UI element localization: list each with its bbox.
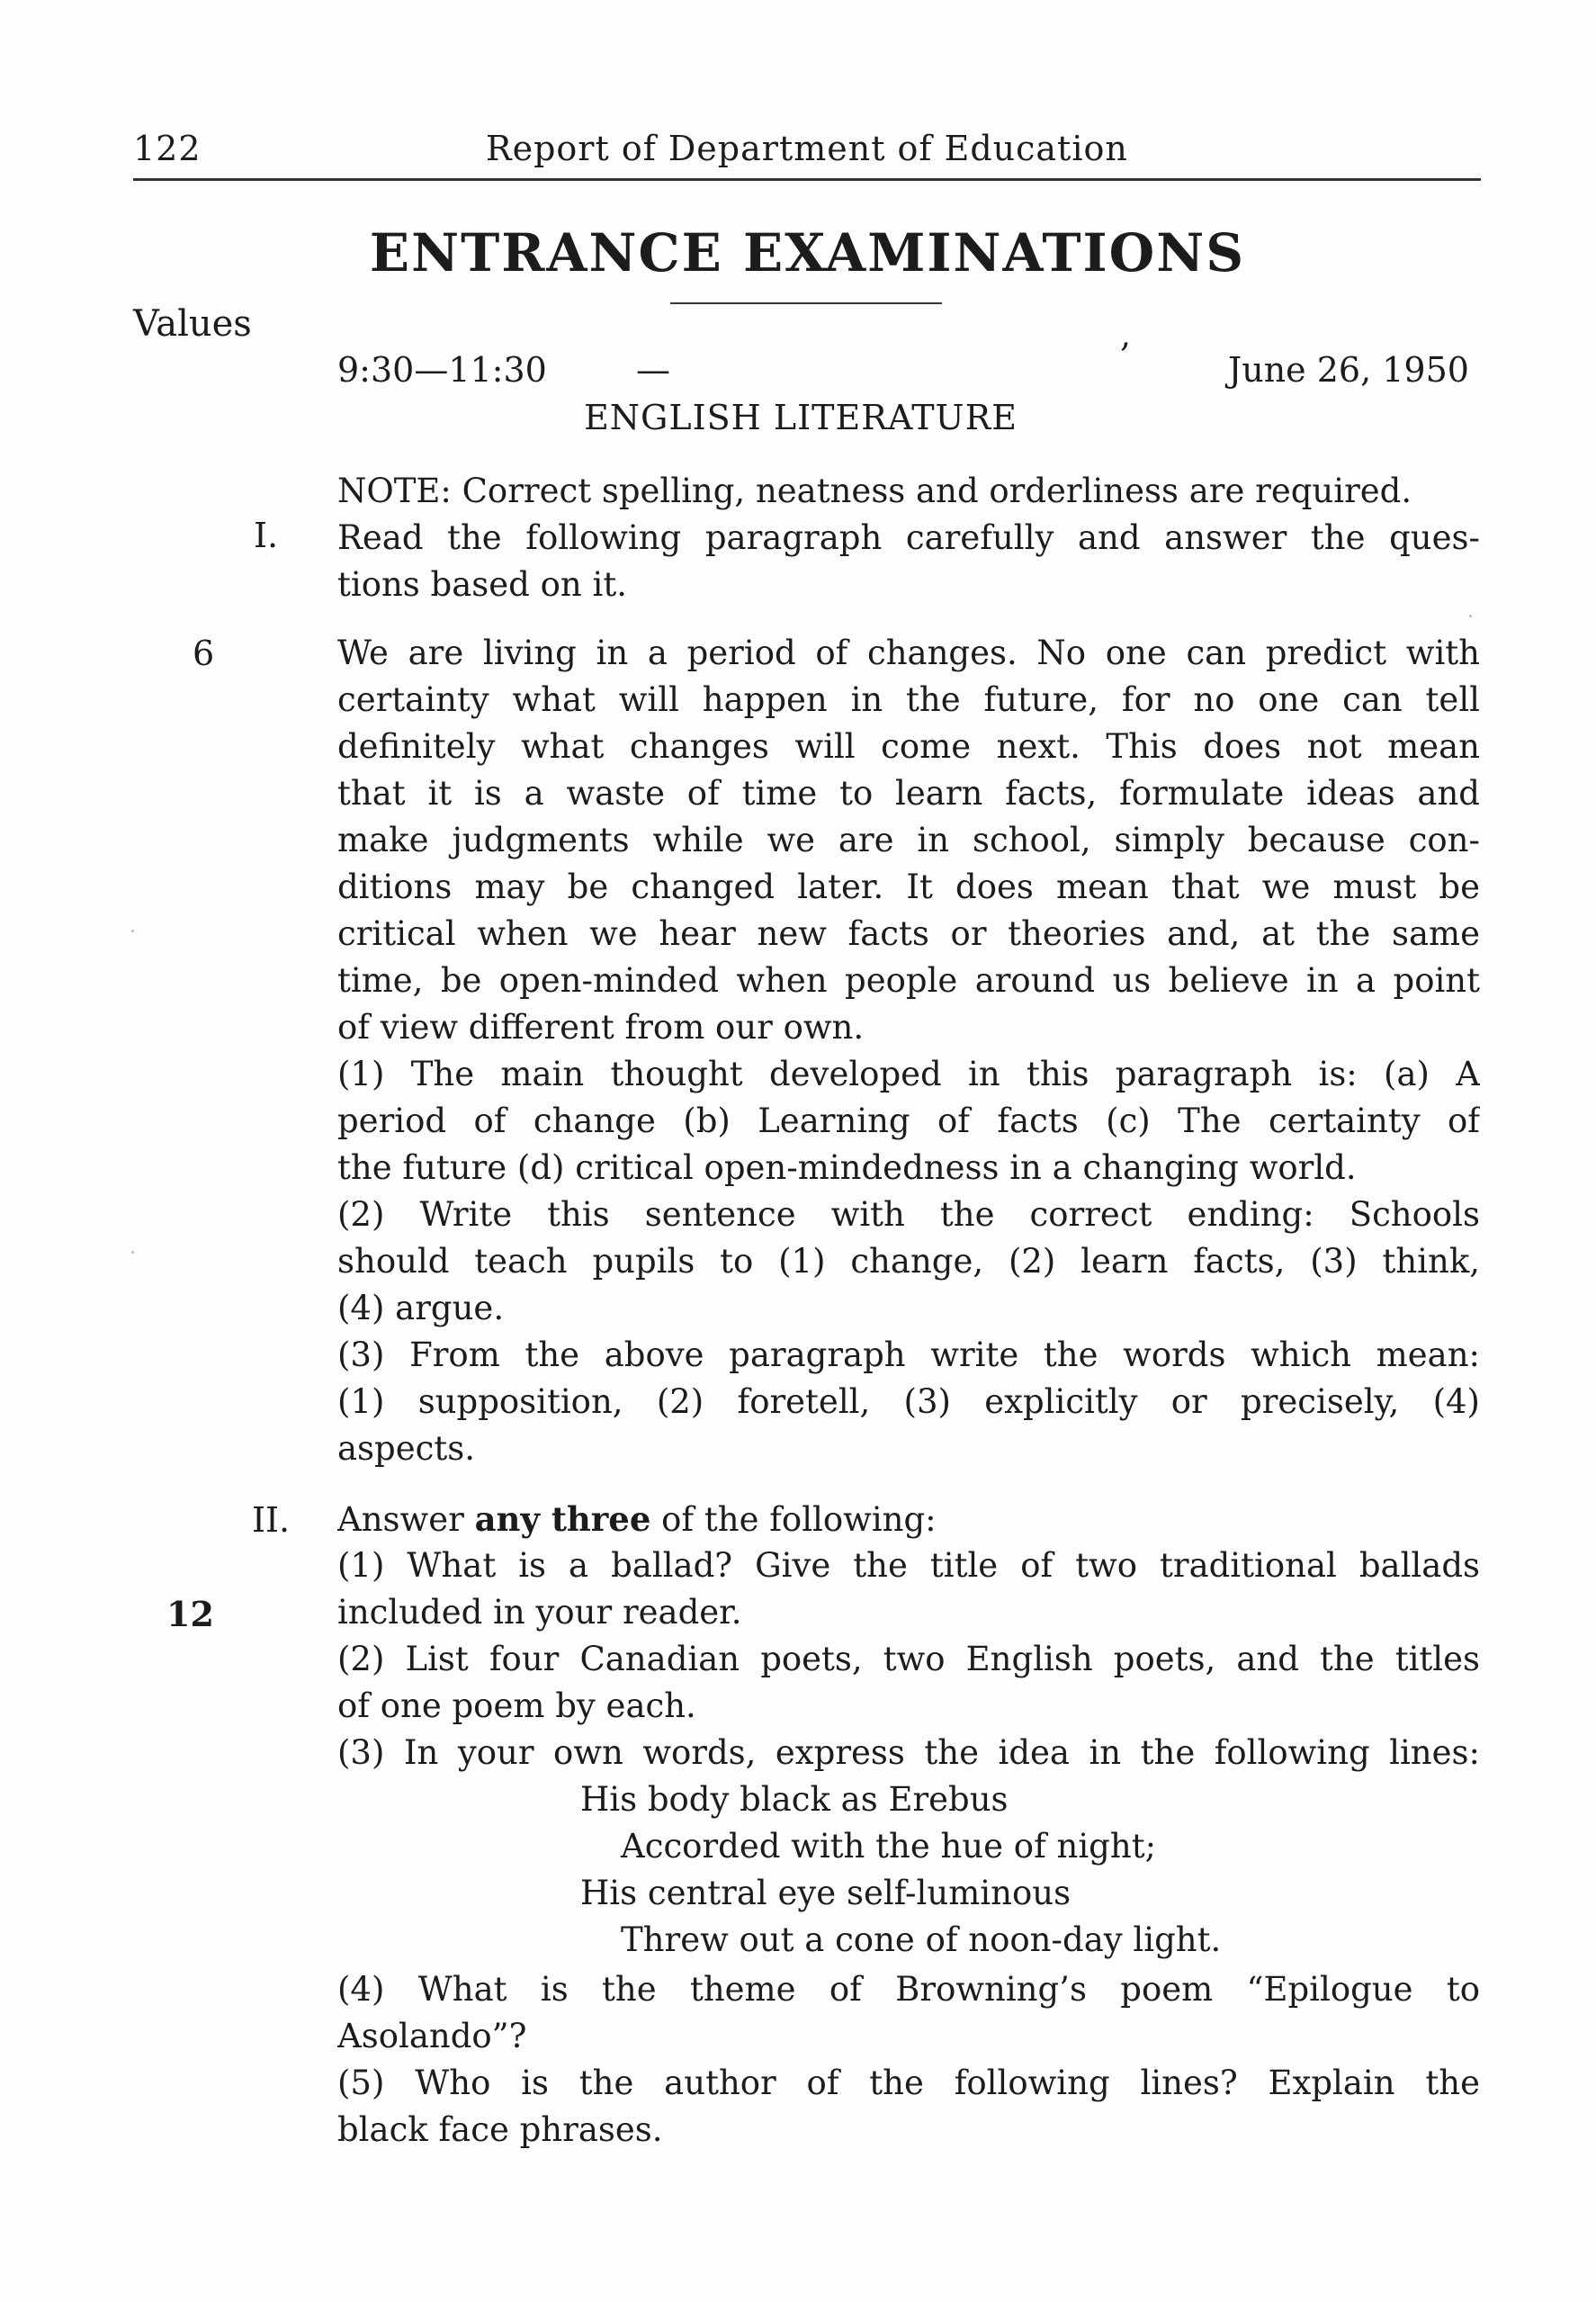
- poem-line: His central eye self-luminous: [580, 1874, 1071, 1912]
- question-line: (1) supposition, (2) foretell, (3) explicitly or precisely, (4): [337, 1382, 1480, 1421]
- question-line: (2) List four Canadian poets, two English poets, and the titles: [337, 1640, 1480, 1678]
- question-line: (3) In your own words, express the idea in the following lines:: [337, 1733, 1480, 1772]
- question-line: aspects.: [337, 1429, 475, 1468]
- section-1-numeral: I.: [254, 516, 279, 555]
- exam-subject: ENGLISH LITERATURE: [584, 398, 1018, 437]
- scan-speck: [1469, 615, 1472, 617]
- reading-paragraph: [337, 630, 1480, 1472]
- question-line: included in your reader.: [337, 1593, 742, 1632]
- section-1-value: 6: [193, 634, 215, 673]
- question-line: (1) The main thought developed in this paragraph is: (a) A: [337, 1055, 1480, 1093]
- question-line: of one poem by each.: [337, 1686, 696, 1725]
- section-1-intro-line: tions based on it.: [337, 565, 627, 604]
- poem-line: His body black as Erebus: [580, 1780, 1009, 1819]
- paragraph-line: make judgments while we are in school, simply because con-: [337, 821, 1480, 859]
- title-rule: [670, 302, 942, 304]
- time-dash: —: [636, 350, 670, 390]
- question-line: Asolando”?: [337, 2017, 527, 2055]
- paragraph-line: definitely what changes will come next. This does not mean: [337, 727, 1480, 766]
- intro-suffix: of the following:: [650, 1500, 937, 1539]
- question-line: (5) Who is the author of the following lines? Explain the: [337, 2064, 1480, 2102]
- scan-speck: [131, 1251, 134, 1254]
- paragraph-line: that it is a waste of time to learn facts, formulate ideas and: [337, 774, 1480, 813]
- paragraph-line: time, be open-minded when people around us believe in a point: [337, 961, 1480, 1000]
- section-1-intro-line: Read the following paragraph carefully and answer the ques-: [337, 518, 1480, 557]
- poem-line: Threw out a cone of noon-day light.: [621, 1920, 1222, 1959]
- note-block: [337, 468, 1480, 608]
- page-title: ENTRANCE EXAMINATIONS: [369, 222, 1246, 283]
- paragraph-line: We are living in a period of changes. No one can predict with: [337, 634, 1480, 672]
- scan-speck: [131, 930, 134, 932]
- poem-line: Accorded with the hue of night;: [621, 1827, 1157, 1866]
- header-rule: [133, 178, 1481, 181]
- question-line: should teach pupils to (1) change, (2) learn facts, (3) think,: [337, 1242, 1480, 1281]
- question-line: (4) argue.: [337, 1289, 505, 1327]
- intro-prefix: Answer: [337, 1500, 475, 1539]
- question-line: (3) From the above paragraph write the words which mean:: [337, 1335, 1480, 1374]
- question-line: black face phrases.: [337, 2110, 663, 2149]
- section-2-questions-tail: [337, 1966, 1480, 2154]
- question-line: period of change (b) Learning of facts (c) The certainty of: [337, 1102, 1480, 1140]
- running-title: Report of Department of Education: [486, 129, 1128, 168]
- question-line: (4) What is the theme of Browning’s poem “Epilogue to: [337, 1970, 1480, 2009]
- section-2-block: [337, 1496, 1480, 1776]
- section-2-numeral: II.: [252, 1500, 291, 1540]
- question-line: (2) Write this sentence with the correct ending: Schools: [337, 1195, 1480, 1234]
- paragraph-line: certainty what will happen in the future, for no one can tell: [337, 680, 1480, 719]
- page-number: 122: [133, 129, 202, 168]
- section-2-intro: [337, 1496, 1480, 1542]
- intro-emphasis: any three: [474, 1499, 651, 1539]
- paragraph-line: ditions may be changed later. It does mean that we must be: [337, 868, 1480, 906]
- question-line: (1) What is a ballad? Give the title of two traditional ballads: [337, 1546, 1480, 1585]
- paragraph-line: critical when we hear new facts or theories and, at the same: [337, 914, 1480, 953]
- stray-comma: ,: [1120, 315, 1132, 355]
- exam-time: 9:30—11:30: [337, 350, 547, 390]
- exam-date: June 26, 1950: [1228, 350, 1469, 390]
- section-2-value: 12: [166, 1594, 214, 1634]
- note-line: NOTE: Correct spelling, neatness and orderliness are required.: [337, 472, 1412, 510]
- values-column-label: Values: [133, 303, 252, 345]
- question-line: the future (d) critical open-mindedness in a changing world.: [337, 1148, 1357, 1187]
- paragraph-line: of view different from our own.: [337, 1008, 865, 1047]
